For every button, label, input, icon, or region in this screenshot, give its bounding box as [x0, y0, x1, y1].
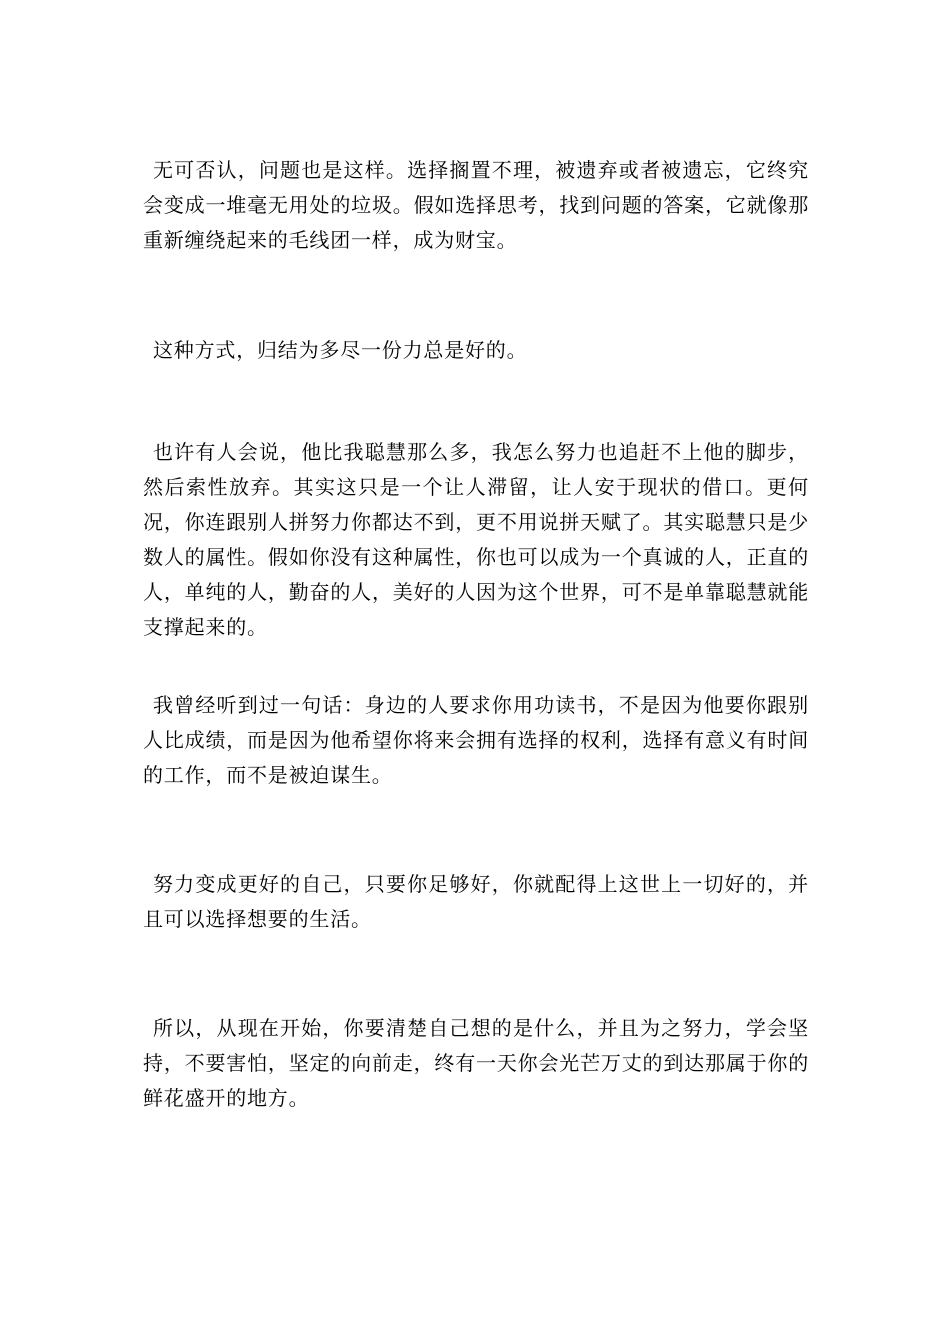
paragraph-5: 努力变成更好的自己，只要你足够好，你就配得上这世上一切好的，并且可以选择想要的生活。	[143, 872, 809, 931]
paragraph-1: 无可否认，问题也是这样。选择搁置不理，被遗弃或者被遗忘，它终究会变成一堆毫无用处的垃圾。假如选择思考，找到问题的答案，它就像那重新缠绕起来的毛线团一样，成为财宝。	[143, 158, 809, 252]
paragraph-3: 也许有人会说，他比我聪慧那么多，我怎么努力也追赶不上他的脚步，然后索性放弃。其实这只是一个让人滞留，让人安于现状的借口。更何况，你连跟别人拼努力你都达不到，更不用说拼天赋了。其实聪慧只是少数人的属性。假如你没有这种属性，你也可以成为一个真诚的人，正直的人，单纯的人，勤奋的人，美好的人因为这个世界，可不是单靠聪慧就能支撑起来的。	[143, 440, 809, 639]
paragraph-6: 所以，从现在开始，你要清楚自己想的是什么，并且为之努力，学会坚持，不要害怕，坚定的向前走，终有一天你会光芒万丈的到达那属于你的鲜花盛开的地方。	[143, 1016, 809, 1110]
paragraph-2: 这种方式，归结为多尽一份力总是好的。	[153, 338, 528, 362]
paragraph-4: 我曾经听到过一句话：身边的人要求你用功读书，不是因为他要你跟别人比成绩，而是因为他希望你将来会拥有选择的权利，选择有意义有时间的工作，而不是被迫谋生。	[143, 693, 809, 787]
